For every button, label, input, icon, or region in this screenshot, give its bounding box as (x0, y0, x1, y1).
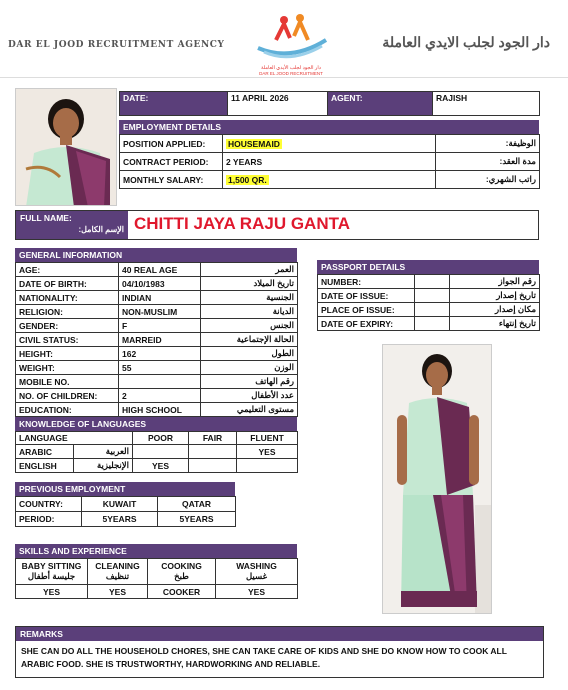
agency-logo (246, 10, 336, 74)
passport-value (415, 303, 450, 317)
general-info-label-ar: الطول (201, 347, 298, 361)
employment-details-section (119, 120, 539, 189)
employment-details-table (119, 134, 540, 189)
passport-details-header: PASSPORT DETAILS (317, 260, 539, 274)
agent-label: AGENT: (328, 92, 433, 116)
general-info-label: WEIGHT: (16, 361, 119, 375)
prev-period-1: 5YEARS (82, 512, 158, 527)
general-info-value: 55 (119, 361, 201, 375)
date-value: 11 APRIL 2026 (228, 92, 328, 116)
passport-details-section (317, 260, 539, 331)
monthly-salary-label: MONTHLY SALARY: (120, 171, 223, 189)
languages-table (15, 431, 298, 473)
skills-table (15, 558, 298, 599)
monthly-salary-value (223, 171, 436, 189)
position-applied-text: HOUSEMAID (228, 138, 280, 149)
contract-period-value: 2 YEARS (223, 153, 436, 171)
general-info-label: NATIONALITY: (16, 291, 119, 305)
agency-name-ar: دار الجود لجلب الايدي العاملة (382, 34, 550, 50)
full-name-label-en: FULL NAME: (20, 213, 72, 223)
general-info-row (16, 291, 298, 305)
position-applied-value (223, 135, 436, 153)
passport-value (415, 317, 450, 331)
skill-cleaning (88, 559, 148, 585)
general-info-label-ar: الجنسية (201, 291, 298, 305)
passport-label: PLACE OF ISSUE: (318, 303, 415, 317)
full-name-value: CHITTI JAYA RAJU GANTA (134, 214, 350, 233)
arabic-lang-ar: العربية (74, 445, 133, 459)
general-info-label-ar: العمر (201, 263, 298, 277)
general-info-label: DATE OF BIRTH: (16, 277, 119, 291)
full-name-row (15, 210, 539, 240)
languages-header: KNOWLEDGE OF LANGUAGES (15, 417, 297, 431)
prev-country-label: COUNTRY: (16, 497, 82, 512)
passport-value (415, 289, 450, 303)
english-fluent (237, 459, 298, 473)
general-info-row (16, 389, 298, 403)
prev-period-label: PERIOD: (16, 512, 82, 527)
passport-row (318, 275, 540, 289)
general-info-label: GENDER: (16, 319, 119, 333)
contract-period-label: CONTRACT PERIOD: (120, 153, 223, 171)
general-info-label-ar: الحالة الإجتماعية (201, 333, 298, 347)
passport-row (318, 317, 540, 331)
general-info-label: MOBILE NO. (16, 375, 119, 389)
skill-cleaning-ar: تنظيف (105, 571, 130, 581)
language-col-header: LANGUAGE (16, 432, 133, 445)
applicant-photo-full (382, 344, 492, 614)
arabic-lang-en: ARABIC (16, 445, 74, 459)
position-applied-ar: الوظيفة: (436, 135, 540, 153)
passport-details-table (317, 274, 540, 331)
general-info-value: 04/10/1983 (119, 277, 201, 291)
general-info-value: 2 (119, 389, 201, 403)
skill-washing-value: YES (216, 585, 298, 599)
general-info-value: HIGH SCHOOL (119, 403, 201, 417)
monthly-salary-ar: راتب الشهري: (436, 171, 540, 189)
passport-label: NUMBER: (318, 275, 415, 289)
general-info-value: NON-MUSLIM (119, 305, 201, 319)
passport-label-ar: رقم الجواز (450, 275, 540, 289)
full-body-image (383, 345, 492, 614)
remarks-section (15, 626, 544, 678)
poor-col-header: POOR (133, 432, 189, 445)
skill-cleaning-en: CLEANING (95, 561, 140, 571)
position-applied-label: POSITION APPLIED: (120, 135, 223, 153)
languages-section (15, 417, 297, 473)
general-info-label: AGE: (16, 263, 119, 277)
skill-cooking-ar: طبخ (174, 571, 189, 581)
general-info-row (16, 263, 298, 277)
logo-icon (246, 10, 336, 60)
general-info-row (16, 333, 298, 347)
general-info-value: 40 REAL AGE (119, 263, 201, 277)
general-info-row (16, 347, 298, 361)
full-name-label-box (16, 211, 128, 239)
agent-value: RAJISH (433, 92, 540, 116)
english-poor: YES (133, 459, 189, 473)
general-info-label: CIVIL STATUS: (16, 333, 119, 347)
previous-employment-header: PREVIOUS EMPLOYMENT (15, 482, 235, 496)
logo-caption-en: DAR EL JOOD RECRUITMENT (259, 71, 323, 76)
general-info-label-ar: الجنس (201, 319, 298, 333)
prev-period-2: 5YEARS (158, 512, 236, 527)
general-info-row (16, 319, 298, 333)
previous-employment-table (15, 496, 236, 527)
general-info-label: RELIGION: (16, 305, 119, 319)
general-info-value (119, 375, 201, 389)
general-info-row (16, 361, 298, 375)
skills-header: SKILLS AND EXPERIENCE (15, 544, 297, 558)
general-information-section (15, 248, 297, 417)
general-information-table (15, 262, 298, 417)
full-name-label-ar: الإسم الكامل: (78, 225, 124, 234)
general-information-header: GENERAL INFORMATION (15, 248, 297, 262)
general-info-row (16, 375, 298, 389)
monthly-salary-text: 1,500 QR. (228, 174, 267, 185)
passport-value (415, 275, 450, 289)
skill-washing-en: WASHING (236, 561, 277, 571)
passport-label-ar: تاريخ إصدار (450, 289, 540, 303)
english-fair (189, 459, 237, 473)
prev-country-1: KUWAIT (82, 497, 158, 512)
general-info-row (16, 403, 298, 417)
general-info-label: NO. OF CHILDREN: (16, 389, 119, 403)
remarks-header: REMARKS (16, 627, 543, 641)
english-lang-en: ENGLISH (16, 459, 74, 473)
general-info-label-ar: رقم الهاتف (201, 375, 298, 389)
passport-row (318, 303, 540, 317)
agency-name-en: DAR EL JOOD RECRUITMENT AGENCY (8, 40, 225, 50)
passport-label-ar: مكان إصدار (450, 303, 540, 317)
general-info-value: 162 (119, 347, 201, 361)
arabic-fair (189, 445, 237, 459)
skill-cooking-en: COOKING (161, 561, 202, 571)
general-info-value: F (119, 319, 201, 333)
general-info-row (16, 305, 298, 319)
skill-babysitting-ar: جليسة أطفال (27, 571, 76, 581)
skill-babysitting (16, 559, 88, 585)
remarks-text: SHE CAN DO ALL THE HOUSEHOLD CHORES, SHE CAN TAKE CARE OF KIDS AND SHE DO KNOW HOW TO COOK ALL ARABIC FOOD. SHE IS TRUSTWORTHY, HARDWORKING AND RELIABLE. (21, 646, 507, 670)
previous-employment-section (15, 482, 235, 527)
arabic-fluent: YES (237, 445, 298, 459)
skill-cleaning-value: YES (88, 585, 148, 599)
fluent-col-header: FLUENT (237, 432, 298, 445)
contract-period-ar: مدة العقد: (436, 153, 540, 171)
skill-babysitting-value: YES (16, 585, 88, 599)
general-info-label-ar: مستوى التعليمي (201, 403, 298, 417)
passport-label: DATE OF ISSUE: (318, 289, 415, 303)
employment-details-header: EMPLOYMENT DETAILS (119, 120, 539, 134)
passport-label: DATE OF EXPIRY: (318, 317, 415, 331)
logo-caption-ar: دار الجود لجلب الأيدي العاملة (261, 65, 321, 71)
page-header (0, 0, 568, 78)
general-info-label-ar: الوزن (201, 361, 298, 375)
skill-washing (216, 559, 298, 585)
english-lang-ar: الإنجليزية (74, 459, 133, 473)
skill-cooking-value: COOKER (148, 585, 216, 599)
skills-section (15, 544, 297, 599)
general-info-label-ar: عدد الأطفال (201, 389, 298, 403)
general-info-value: INDIAN (119, 291, 201, 305)
applicant-photo-portrait (15, 88, 117, 206)
portrait-image (16, 89, 117, 206)
prev-country-2: QATAR (158, 497, 236, 512)
general-info-label-ar: تاريخ الميلاد (201, 277, 298, 291)
date-label: DATE: (120, 92, 228, 116)
skill-washing-ar: غسيل (245, 571, 268, 581)
skill-babysitting-en: BABY SITTING (21, 561, 82, 571)
general-info-row (16, 277, 298, 291)
general-info-label: HEIGHT: (16, 347, 119, 361)
arabic-poor (133, 445, 189, 459)
fair-col-header: FAIR (189, 432, 237, 445)
general-info-value: MARREID (119, 333, 201, 347)
passport-label-ar: تاريخ إنتهاء (450, 317, 540, 331)
passport-row (318, 289, 540, 303)
general-info-label-ar: الديانة (201, 305, 298, 319)
date-agent-table (119, 91, 540, 116)
general-info-label: EDUCATION: (16, 403, 119, 417)
skill-cooking (148, 559, 216, 585)
